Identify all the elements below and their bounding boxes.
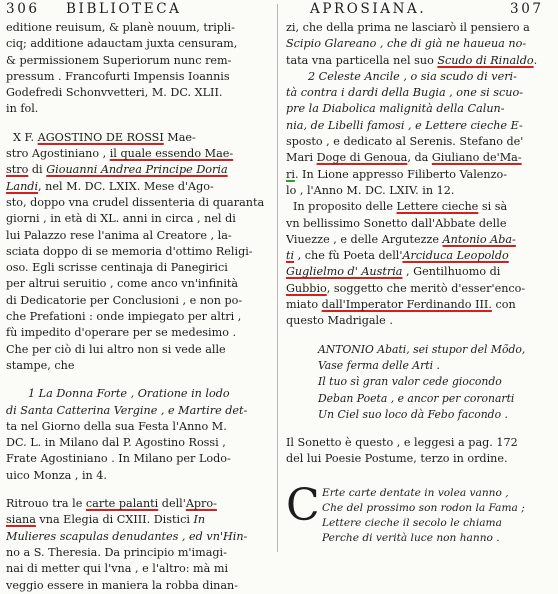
text-line: Mulieres scapulas denudantes , ed vn'Hin- <box>6 529 248 543</box>
text-span: , soggetto che meritò d'esser'enco- <box>326 281 526 295</box>
verse-line: Un Ciel suo loco dà Febo facondo . <box>318 407 508 421</box>
entry-agostino-de-rossi <box>6 130 268 374</box>
text-line: questo Madrigale . <box>286 314 393 328</box>
text-span: , da <box>407 151 432 165</box>
final-verse <box>322 486 554 546</box>
right-running-title: APROSIANA. <box>310 1 427 17</box>
text-span: Mae- <box>163 130 196 144</box>
verse-line: Erte carte dentate in volea vanno , <box>322 487 509 499</box>
text-line <box>286 53 554 69</box>
text-line: & permissionem Superiorum nunc rem- <box>6 53 232 67</box>
text-span: si sà <box>478 200 508 214</box>
text-line: pressum . Francofurti Impensis Ioannis <box>6 69 230 83</box>
text-line <box>286 264 554 280</box>
highlighted-person: Antonio Aba- <box>442 232 516 246</box>
text-line: editione reuisum, & planè nouum, tripli- <box>6 21 235 34</box>
highlighted-phrase: Lettere cieche <box>396 200 479 214</box>
highlighted-person: Guglielmo d' Austria <box>286 265 403 279</box>
text-span: di <box>28 163 47 177</box>
text-span: tata vna particella nel suo <box>286 53 438 67</box>
text-line: nai di metter qui l'vna , e l'altro: mà mi <box>6 562 229 576</box>
highlighted-person: dall'Imperator Ferdinando III. <box>321 298 492 312</box>
text-line: no a S. Theresia. Da principio m'imagi- <box>6 545 227 559</box>
text-line: sposto , e dedicato al Serenis. Stefano de' <box>286 135 524 149</box>
text-line: uico Monza , in 4. <box>6 468 107 482</box>
highlighted-phrase: Apro- <box>185 497 217 511</box>
text-line: 1 La Donna Forte , Oratione in lodo <box>28 387 230 401</box>
text-line <box>286 150 554 166</box>
madrigal-verse <box>286 342 554 423</box>
text-line: Frate Agostiniano . In Milano per Lodo- <box>6 452 231 466</box>
highlighted-title: Scudo di Rinaldo <box>437 53 534 67</box>
text-line: vn bellissimo Sonetto dall'Abbate delle <box>286 216 507 230</box>
text-line <box>286 232 554 248</box>
text-line: lui Palazzo rese l'anima al Creatore , la- <box>6 228 232 242</box>
highlighted-person: ti <box>286 249 295 263</box>
author-name-highlight: AGOSTINO DE ROSSI <box>37 130 164 144</box>
text-line: ta nel Giorno della sua Festa l'Anno M. <box>6 419 227 433</box>
text-line: di Santa Catterina Vergine , e Martire det- <box>6 403 248 417</box>
text-line: tà contra i dardi della Bugia , one si scuo- <box>286 86 523 100</box>
verse-line: Il tuo sì gran valor cede giocondo <box>318 375 502 389</box>
text-span: . In Lione appresso Filiberto Valenzo- <box>294 167 508 181</box>
highlighted-phrase: il quale essendo Mae- <box>109 147 234 161</box>
spacer <box>6 118 268 130</box>
bibliography-item-1 <box>6 386 268 484</box>
text-line: del lui Poesie Postume, terzo in ordine. <box>286 452 508 466</box>
text-line: giorni , in età di XL. anni in circa , nel di <box>6 212 236 226</box>
text-line <box>286 248 554 264</box>
highlighted-phrase: stro <box>6 163 29 177</box>
text-line: DC. L. in Milano dal P. Agostino Rossi , <box>6 436 226 450</box>
highlighted-person-green: ri <box>286 167 295 181</box>
text-span: , Gentilhuomo di <box>402 265 501 279</box>
text-line <box>6 496 268 512</box>
text-line: oso. Egli scrisse centinaja di Panegirici <box>6 261 228 275</box>
spacer <box>6 374 268 386</box>
text-span: In proposito delle <box>293 200 397 214</box>
verse-line: Lettere cieche il secolo le chiama <box>322 517 502 529</box>
highlighted-phrase: carte palanti <box>85 497 159 511</box>
text-line <box>6 162 268 178</box>
paragraph-proposito <box>286 199 554 329</box>
text-line: Il Sonetto è questo , e leggesi a pag. 172 <box>286 436 518 450</box>
text-span: Ritrouo tra le <box>6 497 86 511</box>
bibliography-item-2 <box>286 69 554 199</box>
spacer <box>286 330 554 342</box>
text-span: miato <box>286 298 322 312</box>
text-line <box>286 281 554 297</box>
verse-line: Vase ferma delle Arti . <box>318 358 440 372</box>
text-line <box>286 199 554 215</box>
text-line: 2 Celeste Ancile , o sia scudo di veri- <box>308 69 517 83</box>
text-line <box>286 297 554 313</box>
text-line: Che per ciò di lui altro non si vede alle <box>6 342 226 356</box>
text-line <box>6 130 268 146</box>
column-gutter <box>277 4 278 552</box>
highlighted-person: Landi <box>6 179 39 193</box>
text-line: fù impedito d'operare per se medesimo . <box>6 326 237 340</box>
text-span: Mari <box>286 151 317 165</box>
right-page-column <box>286 20 554 468</box>
text-span: Viuezze , e delle Argutezze <box>286 232 443 246</box>
text-line: di Dedicatorie per Conclusioni , e non po- <box>6 293 243 307</box>
drop-cap: C <box>286 480 320 531</box>
text-line: zi, che della prima ne lasciarò il pensiero a <box>286 21 530 34</box>
text-span: con <box>491 298 516 312</box>
left-page-column <box>6 20 268 594</box>
text-span: . <box>533 53 538 67</box>
text-span: In <box>193 513 206 527</box>
page-header <box>0 0 558 20</box>
right-page-number: 307 <box>510 1 544 17</box>
text-span: , nel M. DC. LXIX. Mese d'Ago- <box>38 179 214 193</box>
verse-line: ANTONIO Abati, sei stupor del Mõdo, <box>318 342 526 356</box>
text-line: Godefredi Schonvvetteri, M. DC. XLII. <box>6 86 223 100</box>
text-line <box>6 512 268 528</box>
verse-line: Che del prossimo son rodon la Fama ; <box>322 502 525 514</box>
text-line: Scipio Glareano , che di già ne haueua no- <box>286 37 527 51</box>
text-line: nia, de Libelli famosi , e Lettere cieche E- <box>286 118 523 132</box>
highlighted-person: Giouanni Andrea Principe Doria <box>46 163 228 177</box>
paragraph-sonetto <box>286 435 554 468</box>
spacer <box>286 423 554 435</box>
text-line: sciata doppo di se memoria d'ottimo Religi- <box>6 244 253 258</box>
verse-line: Deban Poeta , e ancor per coronarti <box>318 391 515 405</box>
highlighted-place: Gubbio <box>286 281 327 295</box>
entry-number: X F. <box>13 130 38 144</box>
left-running-title: BIBLIOTECA <box>66 1 182 17</box>
text-span: , che fù Poeta dell' <box>294 249 403 263</box>
text-line: pre la Diabolica malignità della Calun- <box>286 102 505 116</box>
text-line: veggio essere in maniera la robba dinan- <box>6 578 239 592</box>
text-line: che Prefationi : onde impiegato per altri , <box>6 310 242 324</box>
text-line <box>6 179 268 195</box>
text-span: stro Agostiniano , <box>6 147 110 161</box>
text-span: dell' <box>158 497 186 511</box>
text-line <box>286 167 554 183</box>
text-line <box>6 146 268 162</box>
paragraph-ritrouo <box>6 496 268 594</box>
text-line: lo , l'Anno M. DC. LXIV. in 12. <box>286 183 455 197</box>
highlighted-person: Giuliano de'Ma- <box>431 151 522 165</box>
text-span: vna Elegia di CXIII. Distici <box>35 513 194 527</box>
left-page-number: 306 <box>6 1 40 17</box>
text-line: sto, doppo vna crudel dissenteria di quaranta <box>6 195 265 209</box>
text-line: in fol. <box>6 102 39 116</box>
intro-paragraph <box>286 20 554 69</box>
verse-line: Perche di verità luce non hanno . <box>322 532 500 544</box>
spacer <box>6 484 268 496</box>
highlighted-phrase: siana <box>6 513 36 527</box>
highlighted-person: Arciduca Leopoldo <box>402 249 509 263</box>
text-line: stampe, che <box>6 358 75 372</box>
text-line: ciq; additione adauctam juxta censuram, <box>6 37 238 51</box>
text-line: per altrui seruitio , come anco vn'infinità <box>6 277 239 291</box>
highlighted-phrase: Doge di Genoua <box>316 151 408 165</box>
